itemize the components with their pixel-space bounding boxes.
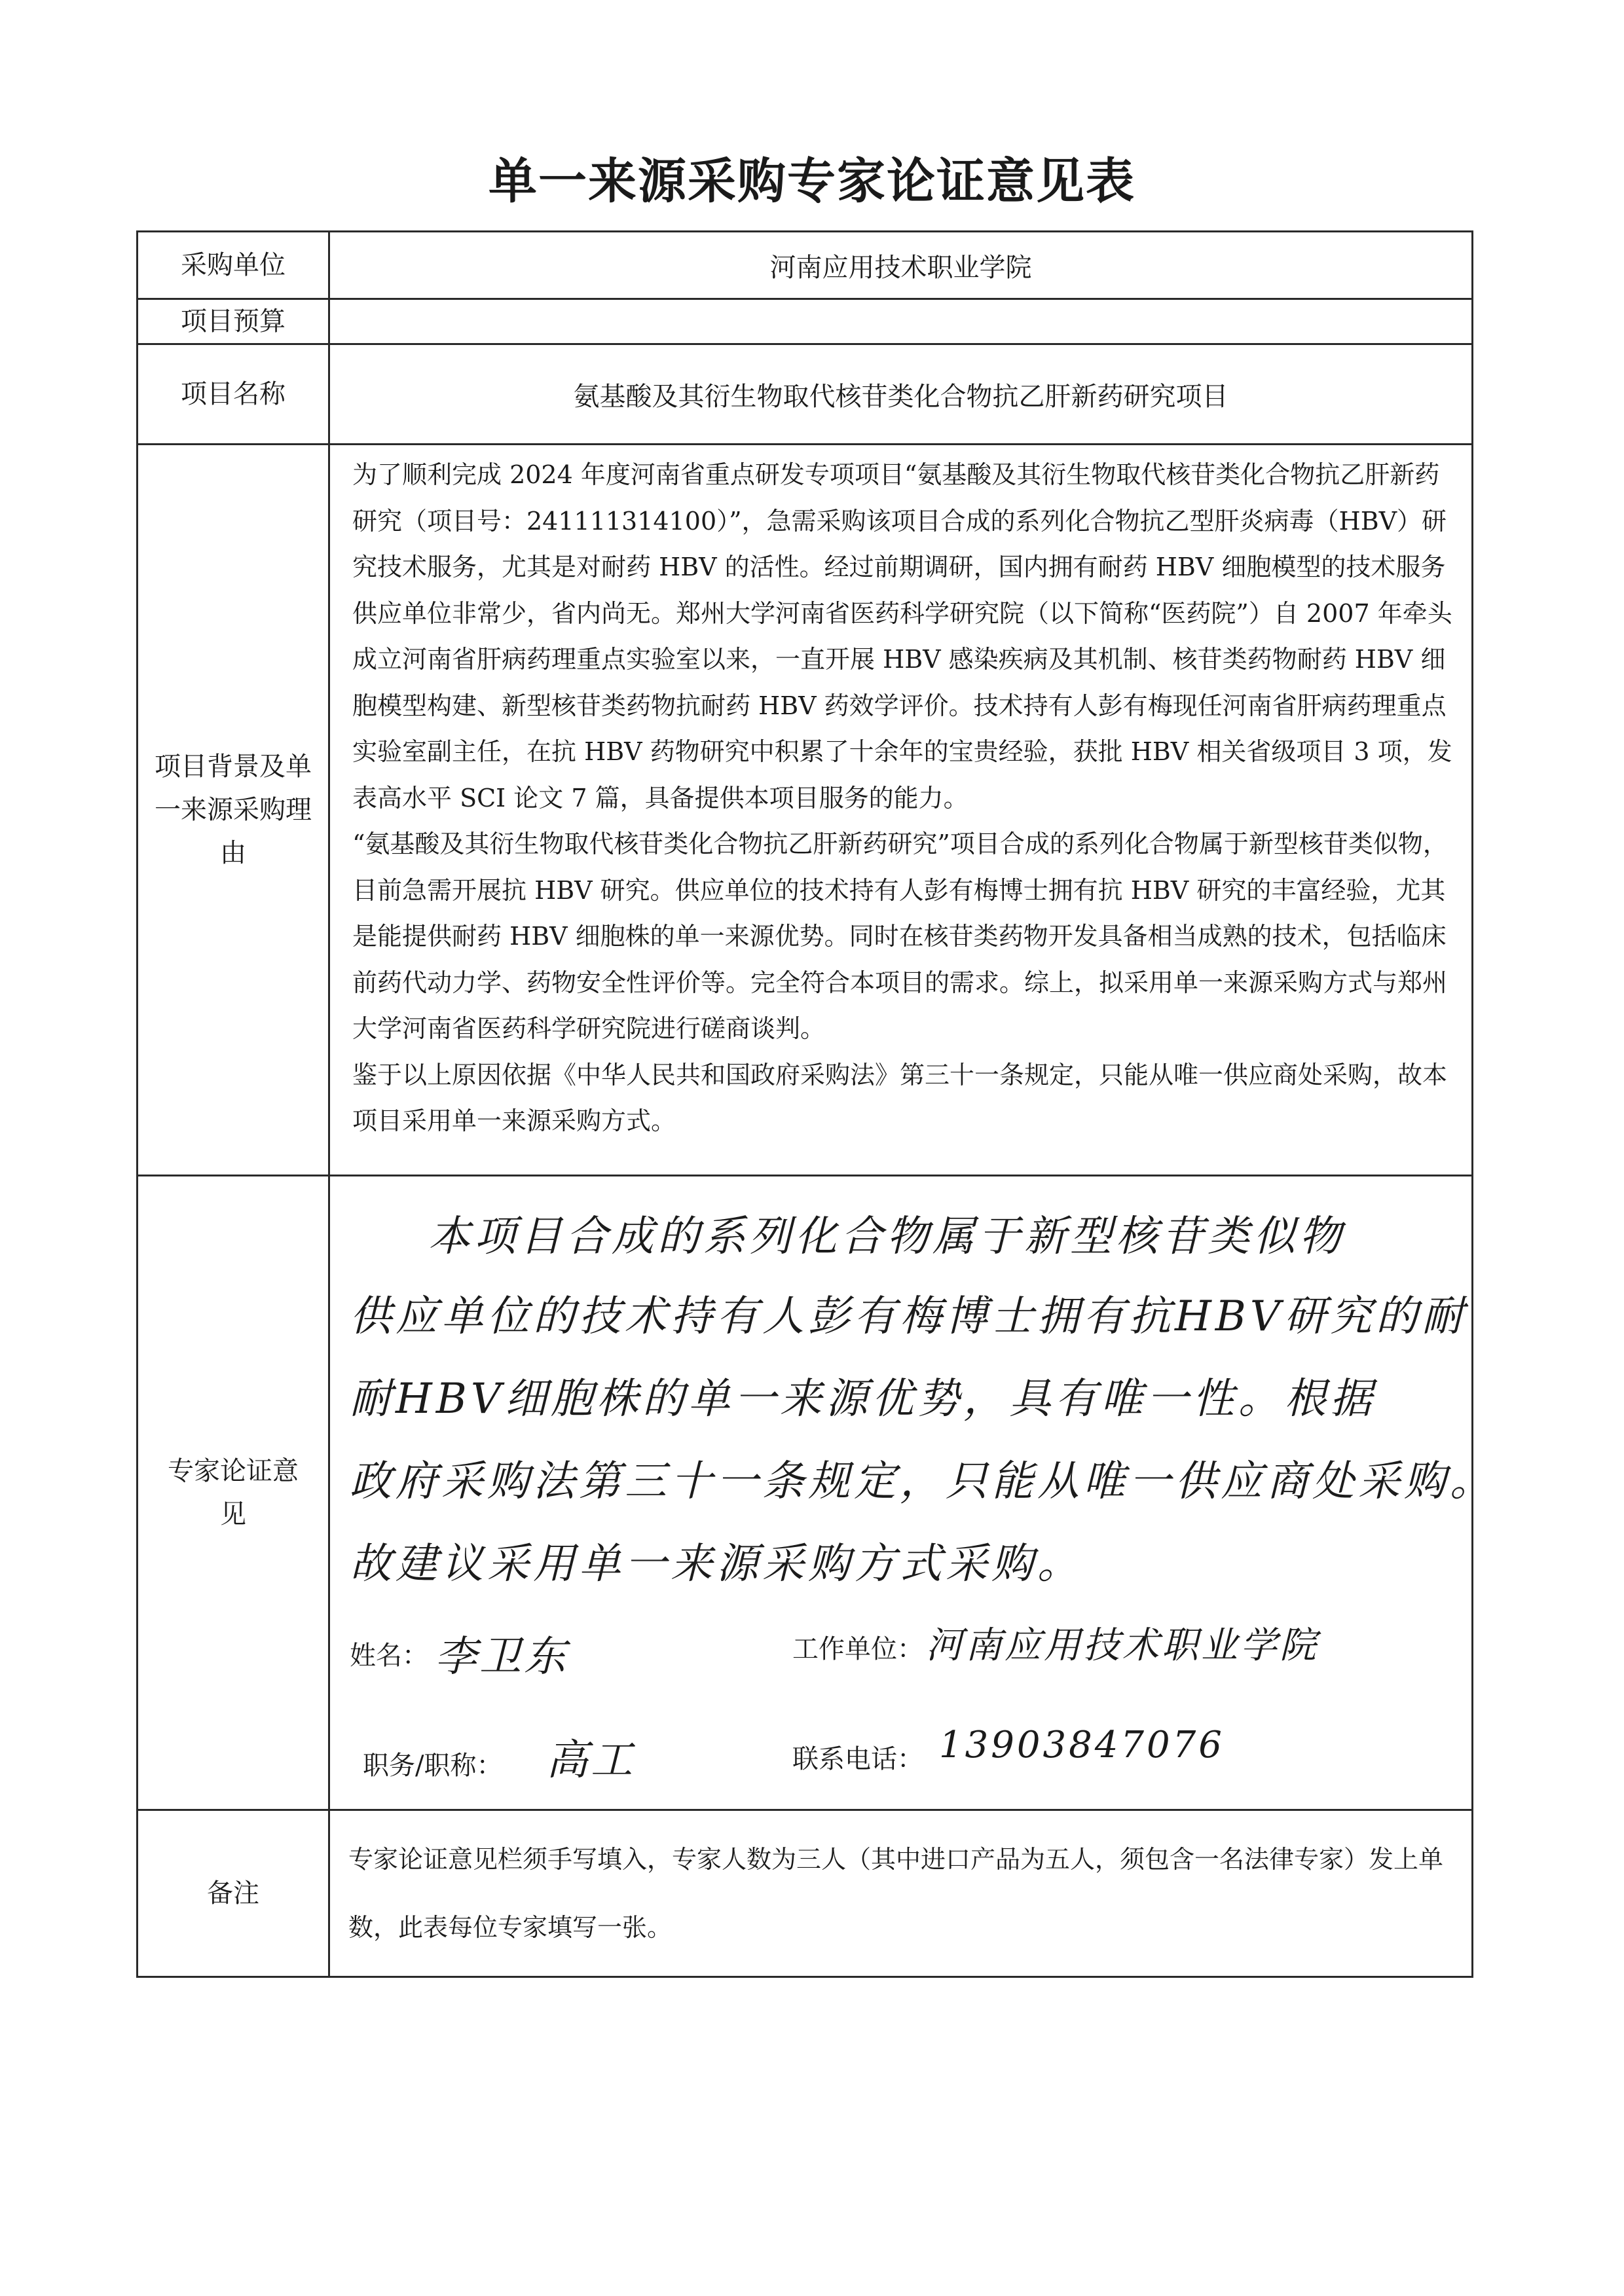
row-project-name	[138, 344, 1473, 445]
phone-label: 联系电话：	[792, 1744, 923, 1774]
expert-opinion-label: 专家论证意见	[138, 1176, 329, 1810]
page-title: 单一来源采购专家论证意见表	[489, 153, 1135, 210]
remark-label: 备注	[138, 1810, 329, 1977]
background-label: 项目背景及单一来源采购理由	[138, 445, 329, 1176]
expert-opinion-form	[136, 230, 1496, 1978]
expert-name-label: 姓名：	[350, 1641, 428, 1671]
background-text	[329, 445, 1473, 1176]
row-remark	[138, 1810, 1473, 1977]
project-name-value: 氨基酸及其衍生物取代核苷类化合物抗乙肝新药研究项目	[329, 344, 1473, 445]
handwritten-line-5: 故建议采用单一来源采购方式采购。	[350, 1540, 1083, 1588]
position-label: 职务/职称：	[363, 1751, 503, 1781]
row-expert-opinion	[138, 1176, 1473, 1810]
expert-name-signature: 李卫东	[435, 1633, 568, 1681]
project-budget-value	[329, 299, 1473, 344]
project-budget-label: 项目预算	[138, 299, 329, 344]
purchasing-unit-value: 河南应用技术职业学院	[329, 232, 1473, 299]
work-unit-label: 工作单位：	[792, 1634, 923, 1664]
row-purchasing-unit	[138, 232, 1473, 299]
project-name-label: 项目名称	[138, 344, 329, 445]
phone-handwritten: 13903847076	[939, 1724, 1225, 1766]
background-paragraph-2: “氨基酸及其衍生物取代核苷类化合物抗乙肝新药研究”项目合成的系列化合物属于新型核苷类似物，目前急需开展抗 HBV 研究。供应单位的技术持有人彭有梅博士拥有抗 HBV 研究的丰富经验，尤其是能提供耐药 HBV 细胞株的单一来源优势。同时在核苷类药物开发具备相当成熟的技术，包括临床前药代动力学、药物安全性评价等。完全符合本项目的需求。综上，拟采用单一来源采购方式与郑州大学河南省医药科学研究院进行磋商谈判。	[352, 829, 1448, 1043]
handwritten-line-2: 供应单位的技术持有人彭有梅博士拥有抗HBV研究的耐	[350, 1292, 1468, 1341]
background-paragraph-3: 鉴于以上原因依据《中华人民共和国政府采购法》第三十一条规定，只能从唯一供应商处采购，故本项目采用单一来源采购方式。	[352, 1060, 1448, 1135]
work-unit-handwritten: 河南应用技术职业学院	[926, 1624, 1319, 1667]
handwritten-line-4: 政府采购法第三十一条规定，只能从唯一供应商处采购。	[350, 1457, 1496, 1506]
background-paragraph-1: 为了顺利完成 2024 年度河南省重点研发专项项目“氨基酸及其衍生物取代核苷类化合物抗乙肝新药研究（项目号：241111314100）”，急需采购该项目合成的系列化合物抗乙型肝炎病毒（HBV）研究技术服务，尤其是对耐药 HBV 的活性。经过前期调研，国内拥有耐药 HBV 细胞模型的技术服务供应单位非常少，省内尚无。郑州大学河南省医药科学研究院（以下简称“医药院”）自 2007 年牵头成立河南省肝病药理重点实验室以来，一直开展 HBV 感染疾病及其机制、核苷类药物耐药 HBV 细胞模型构建、新型核苷类药物抗耐药 HBV 药效学评价。技术持有人彭有梅现任河南省肝病药理重点实验室副主任，在抗 HBV 药物研究中积累了十余年的宝贵经验，获批 HBV 相关省级项目 3 项，发表高水平 SCI 论文 7 篇，具备提供本项目服务的能力。	[352, 460, 1452, 812]
row-background	[138, 445, 1473, 1176]
purchasing-unit-label: 采购单位	[138, 232, 329, 299]
position-handwritten: 高工	[546, 1736, 635, 1785]
handwritten-line-1: 本项目合成的系列化合物属于新型核苷类似物	[428, 1212, 1345, 1261]
remark-text: 专家论证意见栏须手写填入，专家人数为三人（其中进口产品为五人，须包含一名法律专家）发上单数，此表每位专家填写一张。	[329, 1810, 1473, 1977]
expert-opinion-cell	[329, 1176, 1496, 1810]
handwritten-line-3: 耐HBV细胞株的单一来源优势，具有唯一性。根据	[350, 1375, 1376, 1423]
row-project-budget	[138, 299, 1473, 344]
